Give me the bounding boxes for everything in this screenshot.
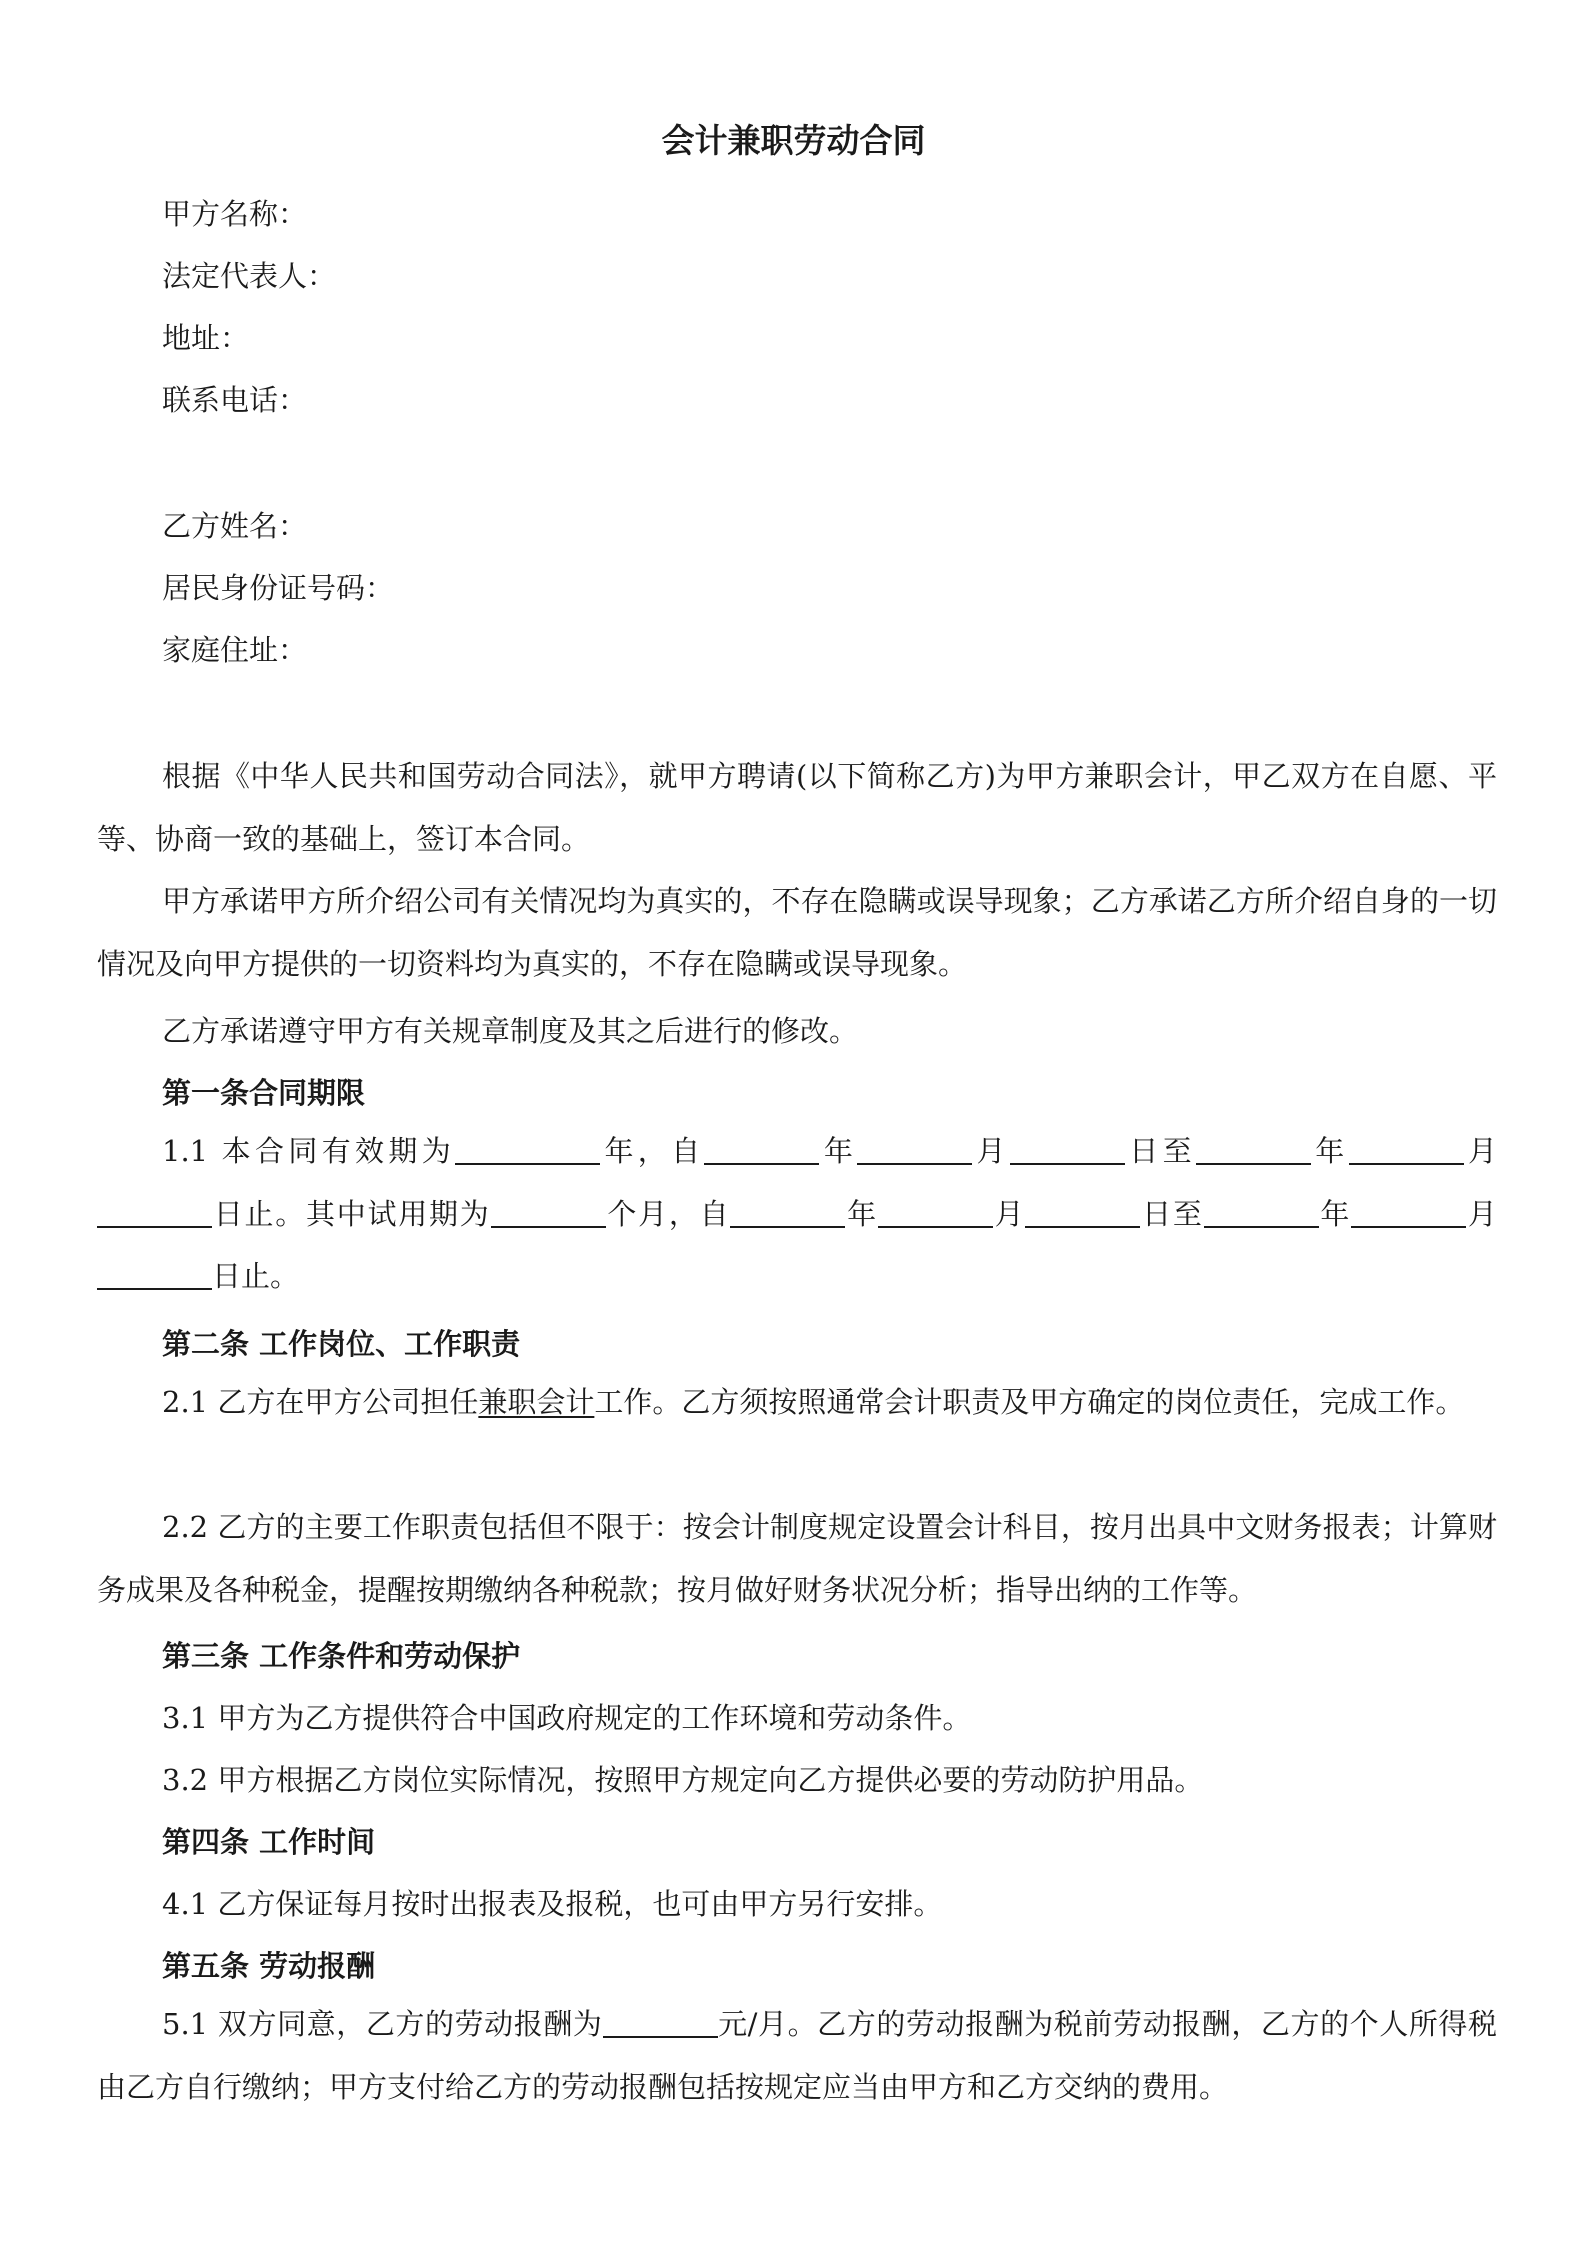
blank-probation-start-month[interactable]: [878, 1194, 993, 1228]
article-2-clause-1: [97, 1371, 1497, 1434]
party-b-id-label: 居民身份证号码：: [162, 571, 395, 605]
clause-text: 月: [992, 1196, 1026, 1231]
article-3-clause-2: 3.2 甲方根据乙方岗位实际情况，按照甲方规定向乙方提供必要的劳动防护用品。: [162, 1763, 1204, 1797]
clause-text: 年: [819, 1134, 858, 1168]
article-5-heading: 第五条 劳动报酬: [162, 1949, 376, 1983]
article-3-heading: 第三条 工作条件和劳动保护: [162, 1639, 521, 1673]
party-b-home-label: 家庭住址：: [162, 633, 308, 667]
clause-text: 个月，自: [605, 1196, 731, 1231]
party-b-name-label: 乙方姓名：: [162, 509, 308, 543]
clause-text: 工作。乙方须按照通常会计职责及甲方确定的岗位责任，完成工作。: [594, 1385, 1465, 1419]
blank-start-year[interactable]: [704, 1131, 819, 1165]
blank-probation-start-year[interactable]: [730, 1194, 845, 1228]
clause-text: 年，自: [600, 1134, 705, 1168]
article-5-clause-1: [97, 1993, 1497, 2118]
blank-monthly-pay[interactable]: [603, 2004, 718, 2038]
clause-text: 月: [1463, 1134, 1497, 1168]
article-4-clause-1: 4.1 乙方保证每月按时出报表及报税，也可由甲方另行安排。: [162, 1887, 943, 1921]
blank-probation-start-day[interactable]: [1025, 1194, 1140, 1228]
blank-end-day[interactable]: [97, 1194, 212, 1228]
party-a-rep-label: 法定代表人：: [162, 259, 337, 293]
clause-text: 日至: [1140, 1196, 1204, 1231]
clause-text: 5.1 双方同意，乙方的劳动报酬为: [162, 2007, 603, 2041]
blank-probation-end-day[interactable]: [97, 1256, 212, 1290]
intro-paragraph-2: 甲方承诺甲方所介绍公司有关情况均为真实的，不存在隐瞒或误导现象；乙方承诺乙方所介绍自身的一切情况及向甲方提供的一切资料均为真实的，不存在隐瞒或误导现象。: [97, 884, 1497, 981]
blank-probation-end-year[interactable]: [1204, 1194, 1319, 1228]
article-3-clause-1: 3.1 甲方为乙方提供符合中国政府规定的工作环境和劳动条件。: [162, 1701, 972, 1735]
clause-text: 月: [1466, 1196, 1497, 1231]
blank-probation-end-month[interactable]: [1351, 1194, 1466, 1228]
clause-text: 元/月。乙方的劳动报酬为税前劳动报酬，乙方的个人所得税由乙方自行缴纳；甲方支付给乙方的劳动报酬包括按规定应当由甲方和乙方交纳的费用。: [97, 2007, 1497, 2104]
party-a-name-label: 甲方名称：: [162, 197, 308, 231]
clause-text: 年: [845, 1196, 878, 1231]
clause-text: 1.1 本合同有效期为: [162, 1134, 456, 1168]
clause-text: 2.1 乙方在甲方公司担任: [162, 1385, 479, 1419]
intro-paragraph-3: 乙方承诺遵守甲方有关规章制度及其之后进行的修改。: [162, 1014, 859, 1048]
page-title: 会计兼职劳动合同: [661, 121, 926, 160]
job-post: 兼职会计: [478, 1385, 595, 1419]
clause-text: 年: [1310, 1134, 1349, 1168]
clause-text: 日止。: [212, 1259, 300, 1293]
article-1-clause-1: [97, 1120, 1497, 1308]
party-a-address-label: 地址：: [162, 321, 250, 355]
blank-end-year[interactable]: [1196, 1131, 1311, 1165]
clause-text: 月: [972, 1134, 1010, 1168]
clause-text: 年: [1318, 1196, 1352, 1231]
article-1-heading: 第一条合同期限: [162, 1076, 366, 1110]
blank-probation-months[interactable]: [491, 1194, 606, 1228]
blank-start-month[interactable]: [857, 1131, 972, 1165]
party-a-phone-label: 联系电话：: [162, 383, 308, 417]
article-2-clause-2: 2.2 乙方的主要工作职责包括但不限于：按会计制度规定设置会计科目，按月出具中文财务报表；计算财务成果及各种税金，提醒按期缴纳各种税款；按月做好财务状况分析；指导出纳的工作等。: [97, 1510, 1497, 1607]
blank-end-month[interactable]: [1349, 1131, 1464, 1165]
blank-start-day[interactable]: [1010, 1131, 1125, 1165]
clause-text: 日止。其中试用期为: [212, 1196, 491, 1231]
intro-paragraph-1: 根据《中华人民共和国劳动合同法》，就甲方聘请(以下简称乙方)为甲方兼职会计，甲乙双方在自愿、平等、协商一致的基础上，签订本合同。: [97, 759, 1497, 856]
article-2-heading: 第二条 工作岗位、工作职责: [162, 1327, 521, 1361]
blank-years[interactable]: [455, 1131, 600, 1165]
clause-text: 日至: [1124, 1134, 1196, 1168]
article-4-heading: 第四条 工作时间: [162, 1825, 376, 1859]
